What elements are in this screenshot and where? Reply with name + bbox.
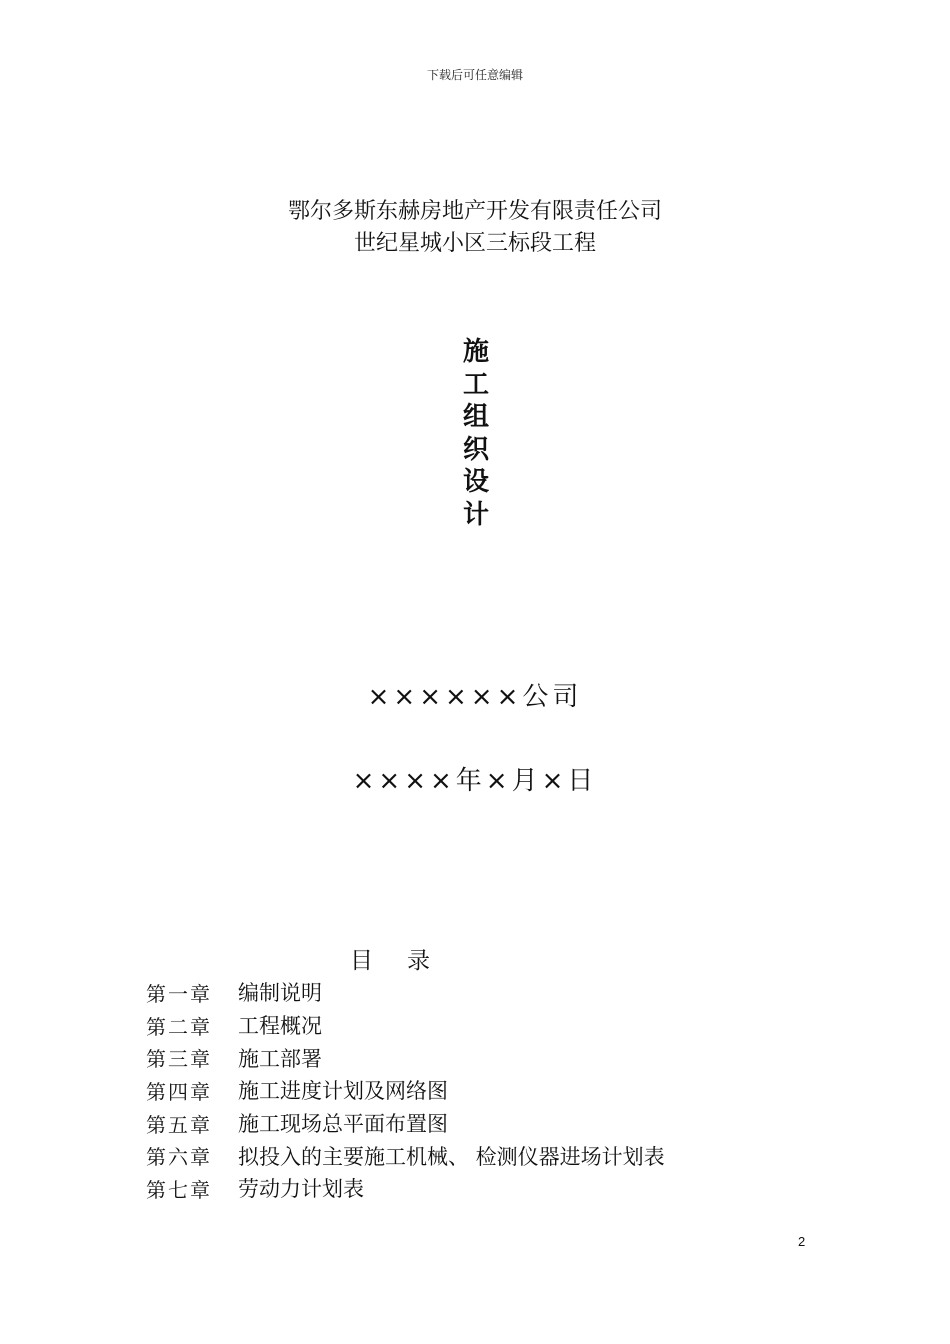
toc-item [146,1041,846,1074]
toc-title: 施工进度计划及网络图 [238,1079,448,1104]
toc-item [146,1172,846,1205]
document-date: ××××年×月×日 [352,766,598,796]
toc-item [146,1139,846,1172]
toc-item [146,976,846,1009]
toc-chapter: 第六章 [146,1145,212,1170]
title-char: 织 [462,434,489,465]
toc-heading [350,942,430,975]
title-char: 施 [462,337,489,367]
toc-title: 编制说明 [238,981,322,1006]
toc-item [146,1074,846,1107]
title-char: 设 [462,467,489,497]
title-char: 组 [462,402,489,432]
toc-title: 施工部署 [238,1046,322,1071]
company-name-line: 鄂尔多斯东赫房地产开发有限责任公司 [287,199,662,224]
toc-chapter: 第七章 [146,1177,212,1202]
toc-chapter: 第二章 [146,1014,212,1039]
toc-chapter: 第四章 [146,1079,212,1104]
title-char: 工 [462,369,489,400]
toc-chapter: 第一章 [146,981,212,1006]
contractor-name: ××××××公司 [367,682,583,712]
document-title [451,336,501,531]
toc-title: 拟投入的主要施工机械、 检测仪器进场计划表 [238,1144,665,1169]
toc-chapter: 第五章 [146,1112,212,1137]
title-char: 计 [462,499,489,530]
header-note: 下载后可任意编辑 [426,68,523,82]
toc-title: 工程概况 [238,1014,322,1039]
page-number: 2 [798,1234,806,1249]
toc-title: 施工现场总平面布置图 [238,1112,448,1137]
toc-chapter: 第三章 [146,1047,212,1072]
toc-item [146,1107,846,1140]
toc-item [146,1009,846,1042]
project-name-line: 世纪星城小区三标段工程 [353,231,596,256]
table-of-contents [146,976,846,1205]
toc-heading-char: 目 [350,948,373,974]
toc-heading-char: 录 [407,948,430,974]
toc-title: 劳动力计划表 [238,1177,364,1202]
